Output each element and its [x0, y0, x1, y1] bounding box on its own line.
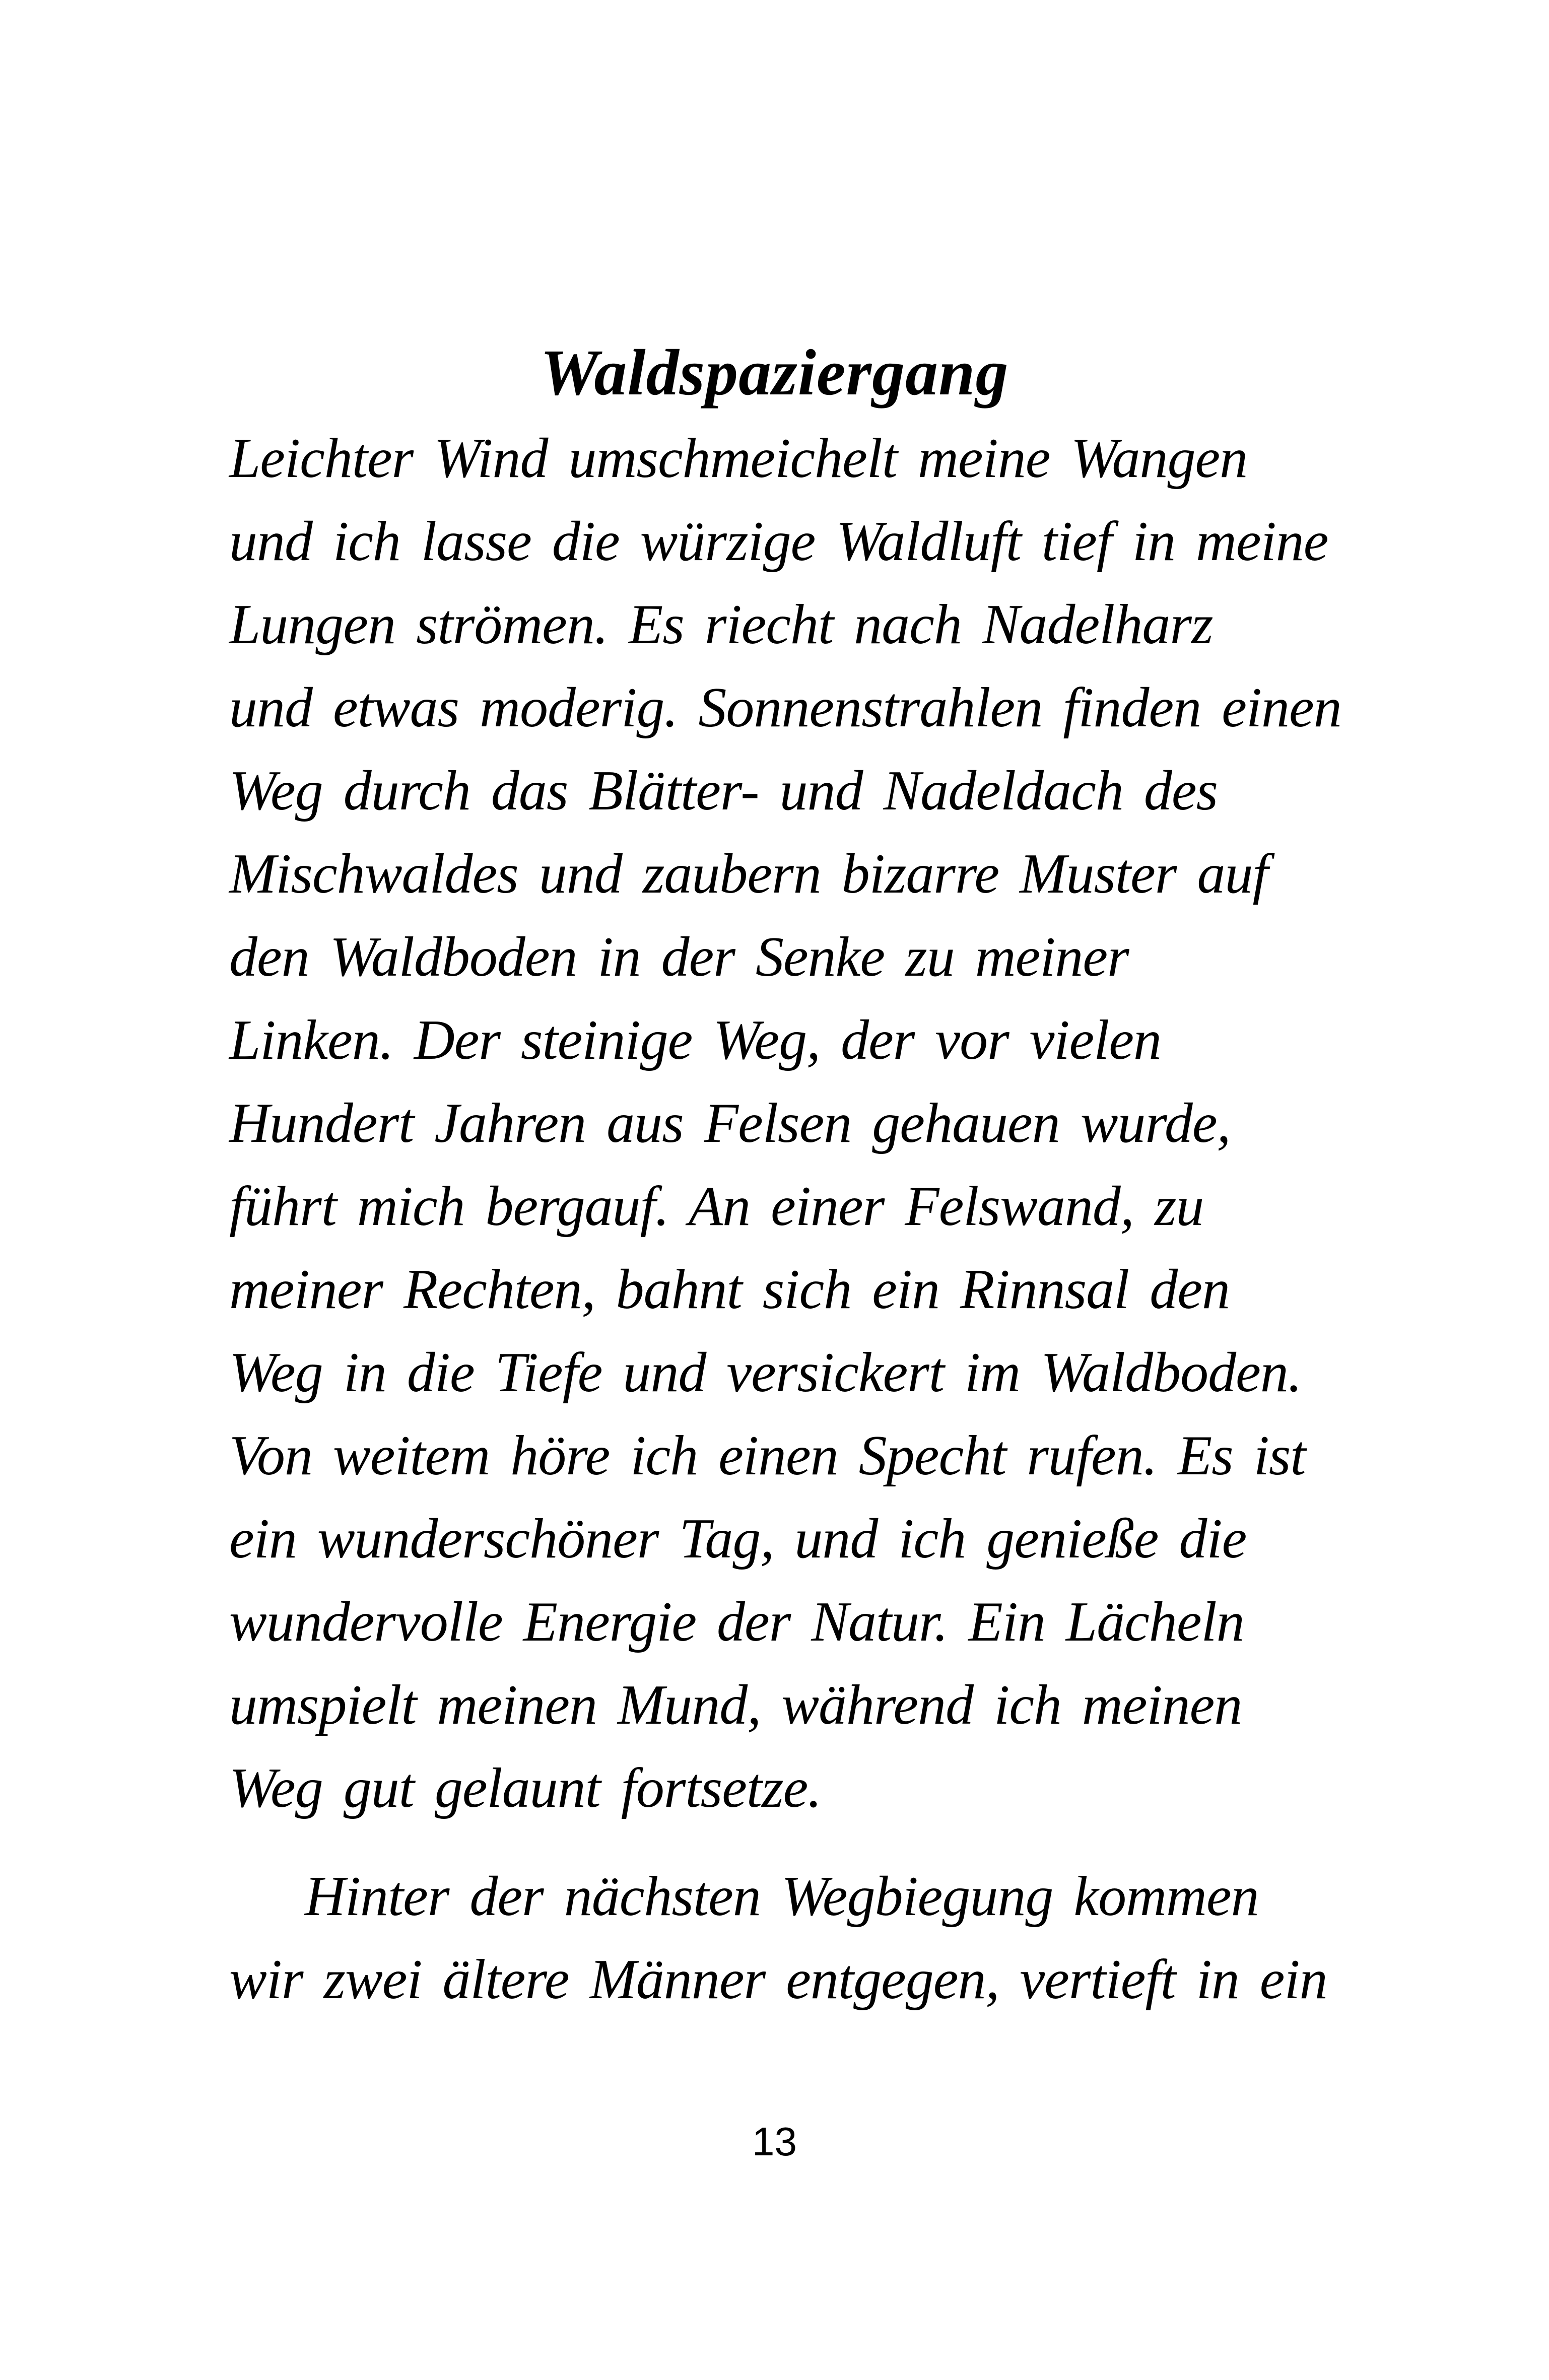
paragraph-2 — [229, 1855, 1348, 2021]
body-text — [229, 417, 1348, 2021]
text-line: Linken. Der steinige Weg, der vor vielen — [229, 1009, 1162, 1071]
text-line: Lungen strömen. Es riecht nach Nadelharz — [229, 593, 1213, 656]
text-line: wir zwei ältere Männer entgegen, vertieft in ein — [229, 1948, 1327, 2011]
text-line: den Waldboden in der Senke zu meiner — [229, 926, 1129, 988]
page-number: 13 — [752, 2119, 797, 2164]
text-line: Weg in die Tiefe und versickert im Waldboden. — [229, 1341, 1302, 1404]
text-line: führt mich bergauf. An einer Felswand, zu — [229, 1175, 1204, 1238]
text-line: Weg gut gelaunt fortsetze. — [229, 1757, 822, 1819]
paragraph-1 — [229, 417, 1348, 1830]
text-line: Mischwaldes und zaubern bizarre Muster auf — [229, 843, 1268, 905]
text-line: meiner Rechten, bahnt sich ein Rinnsal den — [229, 1258, 1230, 1321]
text-line: ein wunderschöner Tag, und ich genieße die — [229, 1508, 1247, 1570]
text-line: Hundert Jahren aus Felsen gehauen wurde, — [229, 1092, 1231, 1154]
text-line: wundervolle Energie der Natur. Ein Lächeln — [229, 1591, 1244, 1653]
text-line: Hinter der nächsten Wegbiegung kommen — [305, 1865, 1259, 1928]
text-line: und etwas moderig. Sonnenstrahlen finden einen — [229, 676, 1341, 739]
text-line: umspielt meinen Mund, während ich meinen — [229, 1674, 1242, 1736]
text-line: Von weitem höre ich einen Specht rufen. Es ist — [229, 1424, 1306, 1487]
text-line: Weg durch das Blätter- und Nadeldach des — [229, 760, 1218, 822]
page-title: Waldspaziergang — [540, 336, 1009, 410]
text-line: Leichter Wind umschmeichelt meine Wangen — [229, 427, 1248, 490]
text-line: und ich lasse die würzige Waldluft tief in meine — [229, 510, 1328, 573]
